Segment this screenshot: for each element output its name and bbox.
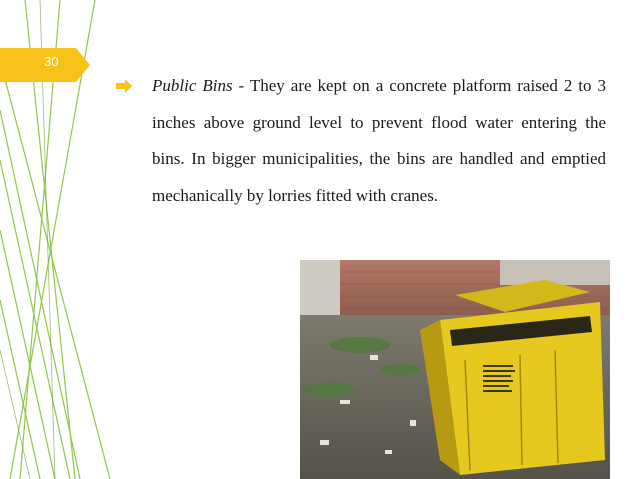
body-text: They are kept on a concrete platform raised 2 to 3 inches above ground level to prevent flood water entering the bins. In bigger municipalities, the bins are handled and emptied mechanically by lorries fitted with cranes. — [152, 76, 606, 205]
separator: - — [232, 76, 250, 95]
content-block — [116, 68, 606, 214]
dumpster-photo — [300, 260, 610, 479]
paragraph-text — [152, 68, 606, 214]
bullet-paragraph — [116, 68, 606, 214]
term-label: Public Bins — [152, 76, 233, 95]
arrow-bullet-icon — [116, 78, 132, 94]
slide-number: 30 — [44, 54, 59, 69]
slide-number-badge — [0, 48, 90, 82]
